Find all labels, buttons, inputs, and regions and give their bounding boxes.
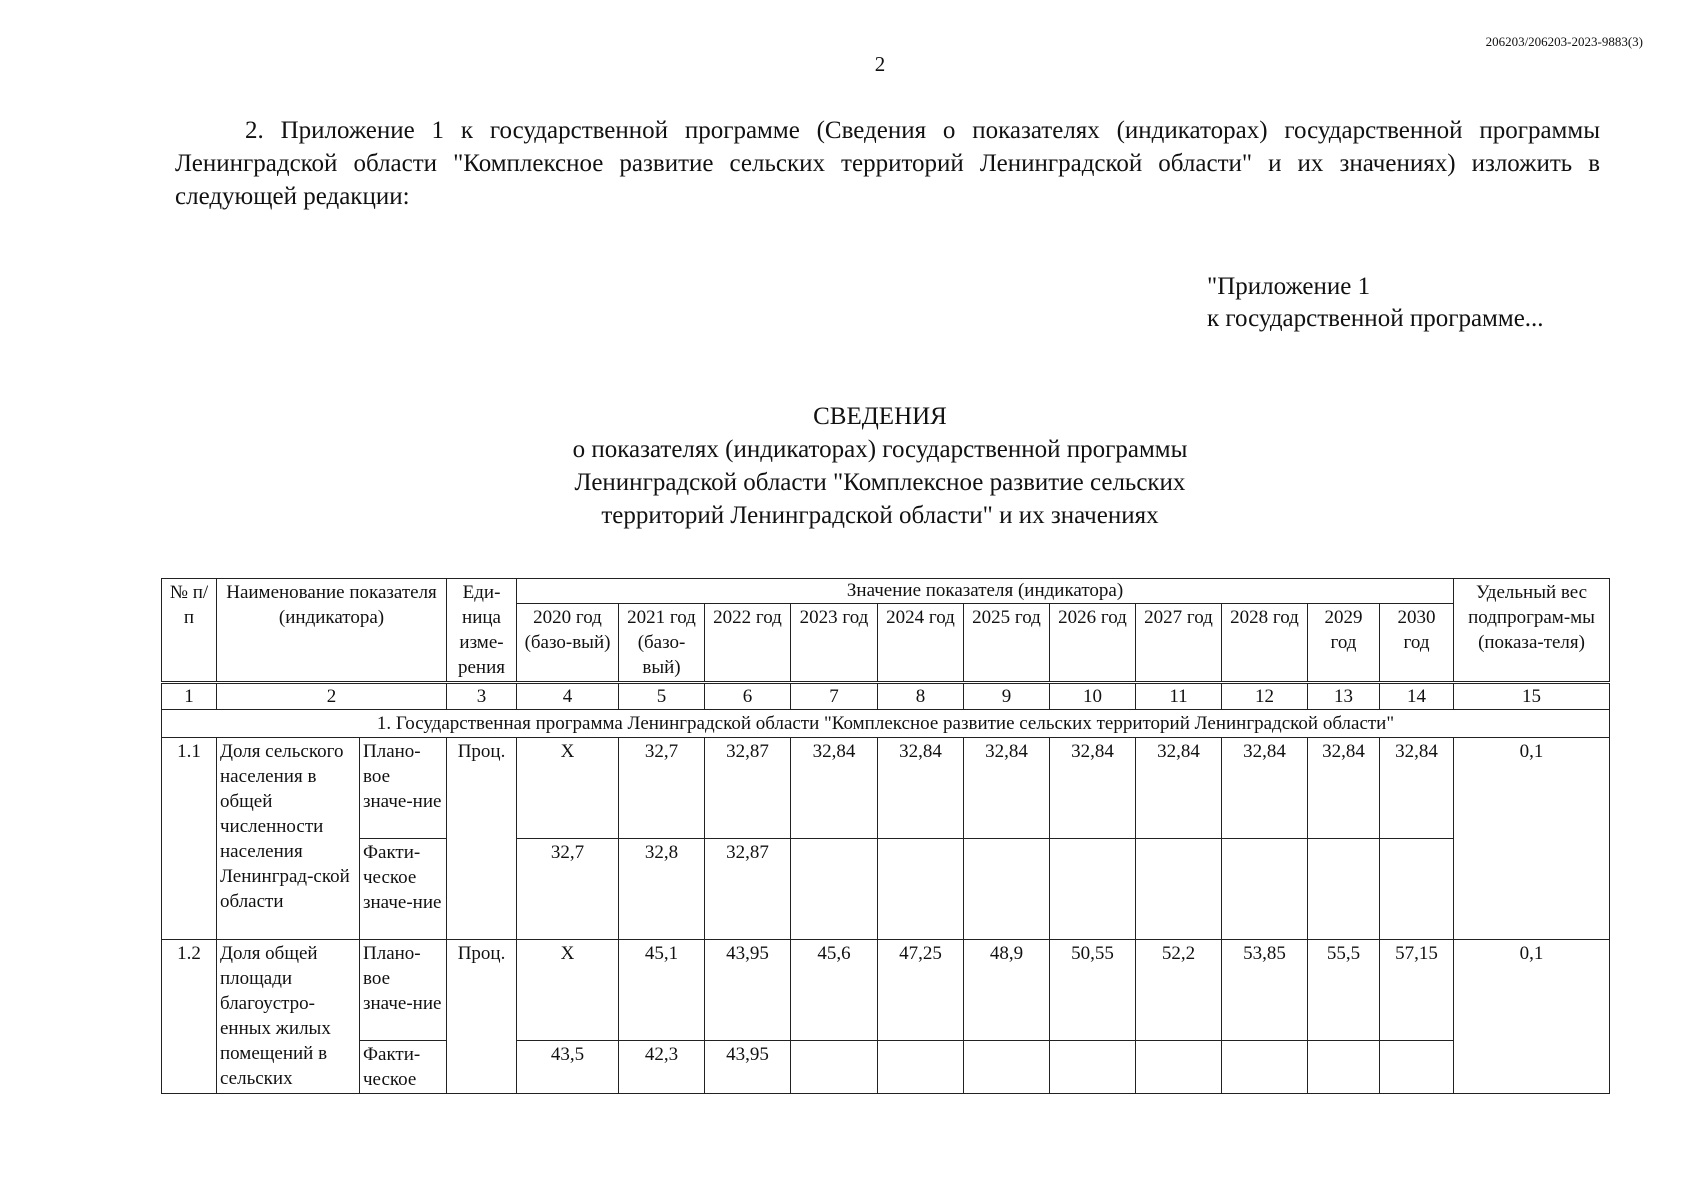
section-title: 1. Государственная программа Ленинградской области "Комплексное развитие сельских территорий Ленинградской области" bbox=[162, 710, 1610, 738]
header-year: 2021 год (базо-вый) bbox=[619, 604, 705, 683]
plan-value: 43,95 bbox=[705, 940, 791, 1041]
fact-value: 32,7 bbox=[517, 839, 619, 940]
page-number: 2 bbox=[874, 52, 886, 76]
plan-label: Плано-вое значе-ние bbox=[360, 738, 447, 839]
plan-value: 32,84 bbox=[1380, 738, 1454, 839]
weight-cell: 0,1 bbox=[1454, 738, 1610, 940]
title-line-4: территорий Ленинградской области" и их значениях bbox=[601, 502, 1159, 529]
header-year: 2030 год bbox=[1380, 604, 1454, 683]
plan-value: 50,55 bbox=[1050, 940, 1136, 1041]
plan-value: 45,1 bbox=[619, 940, 705, 1041]
title-line-2: о показателях (индикаторах) государственной программы bbox=[572, 436, 1188, 463]
unit-cell: Проц. bbox=[447, 738, 517, 940]
fact-value: 43,95 bbox=[705, 1041, 791, 1094]
fact-label: Факти-ческое bbox=[360, 1041, 447, 1094]
column-number: 15 bbox=[1454, 683, 1610, 710]
plan-value: 48,9 bbox=[964, 940, 1050, 1041]
fact-value bbox=[964, 1041, 1050, 1094]
header-row-1 bbox=[162, 579, 1610, 604]
fact-value bbox=[1222, 1041, 1308, 1094]
fact-label: Факти-ческое значе-ние bbox=[360, 839, 447, 940]
document-title bbox=[430, 400, 1330, 532]
unit-cell: Проц. bbox=[447, 940, 517, 1094]
plan-value: 32,87 bbox=[705, 738, 791, 839]
fact-value bbox=[791, 839, 878, 940]
column-number: 3 bbox=[447, 683, 517, 710]
column-number: 6 bbox=[705, 683, 791, 710]
section-row bbox=[162, 710, 1610, 738]
title-line-3: Ленинградской области "Комплексное развитие сельских bbox=[574, 469, 1186, 496]
plan-value: 45,6 bbox=[791, 940, 878, 1041]
header-year: 2028 год bbox=[1222, 604, 1308, 683]
plan-value: 32,84 bbox=[1308, 738, 1380, 839]
header-year: 2023 год bbox=[791, 604, 878, 683]
column-number: 8 bbox=[878, 683, 964, 710]
column-number: 13 bbox=[1308, 683, 1380, 710]
header-year: 2022 год bbox=[705, 604, 791, 683]
fact-value bbox=[791, 1041, 878, 1094]
plan-value: 57,15 bbox=[1380, 940, 1454, 1041]
fact-value bbox=[878, 839, 964, 940]
title-line-1: СВЕДЕНИЯ bbox=[813, 403, 947, 430]
fact-value: 43,5 bbox=[517, 1041, 619, 1094]
header-num: № п/п bbox=[162, 579, 217, 683]
plan-value: 55,5 bbox=[1308, 940, 1380, 1041]
column-number: 14 bbox=[1380, 683, 1454, 710]
fact-value: 32,8 bbox=[619, 839, 705, 940]
fact-value bbox=[1050, 839, 1136, 940]
plan-value: 32,84 bbox=[878, 738, 964, 839]
plan-value: 32,84 bbox=[1222, 738, 1308, 839]
header-year: 2026 год bbox=[1050, 604, 1136, 683]
plan-value: X bbox=[517, 940, 619, 1041]
plan-label: Плано-вое значе-ние bbox=[360, 940, 447, 1041]
fact-value bbox=[1380, 1041, 1454, 1094]
indicator-name: Доля общей площади благоустро-енных жилых помещений в сельских bbox=[217, 940, 360, 1094]
intro-paragraph: 2. Приложение 1 к государственной программе (Сведения о показателях (индикаторах) государственной программы Ленинградской области "Комплексное развитие сельских территорий Ленинградской области" и их значениях) изложить в следующей редакции: bbox=[175, 117, 1600, 210]
header-year: 2027 год bbox=[1136, 604, 1222, 683]
weight-cell: 0,1 bbox=[1454, 940, 1610, 1094]
fact-value bbox=[1380, 839, 1454, 940]
indicators-table bbox=[161, 578, 1610, 1094]
plan-value: 32,7 bbox=[619, 738, 705, 839]
plan-value: 47,25 bbox=[878, 940, 964, 1041]
fact-value bbox=[1308, 839, 1380, 940]
fact-value bbox=[1136, 1041, 1222, 1094]
column-number: 2 bbox=[217, 683, 447, 710]
fact-value: 42,3 bbox=[619, 1041, 705, 1094]
column-number: 5 bbox=[619, 683, 705, 710]
table-row bbox=[162, 1041, 1610, 1094]
header-year: 2024 год bbox=[878, 604, 964, 683]
row-num: 1.1 bbox=[162, 738, 217, 940]
row-num: 1.2 bbox=[162, 940, 217, 1094]
fact-value bbox=[1050, 1041, 1136, 1094]
column-number: 12 bbox=[1222, 683, 1308, 710]
fact-value bbox=[1222, 839, 1308, 940]
table-row bbox=[162, 738, 1610, 839]
fact-value: 32,87 bbox=[705, 839, 791, 940]
header-name: Наименование показателя (индикатора) bbox=[217, 579, 447, 683]
header-year: 2025 год bbox=[964, 604, 1050, 683]
column-number: 9 bbox=[964, 683, 1050, 710]
column-number: 11 bbox=[1136, 683, 1222, 710]
header-values-group: Значение показателя (индикатора) bbox=[517, 579, 1454, 604]
plan-value: 53,85 bbox=[1222, 940, 1308, 1041]
column-number: 7 bbox=[791, 683, 878, 710]
plan-value: 32,84 bbox=[1050, 738, 1136, 839]
plan-value: 32,84 bbox=[964, 738, 1050, 839]
fact-value bbox=[1136, 839, 1222, 940]
fact-value bbox=[878, 1041, 964, 1094]
column-number: 4 bbox=[517, 683, 619, 710]
header-weight: Удельный вес подпрограм-мы (показа-теля) bbox=[1454, 579, 1610, 683]
column-number: 1 bbox=[162, 683, 217, 710]
indicator-name: Доля сельского населения в общей численности населения Ленинград-ской области bbox=[217, 738, 360, 940]
plan-value: 32,84 bbox=[1136, 738, 1222, 839]
table-row bbox=[162, 940, 1610, 1041]
document-id: 206203/206203-2023-9883(3) bbox=[1485, 34, 1643, 49]
fact-value bbox=[1308, 1041, 1380, 1094]
table-row bbox=[162, 839, 1610, 940]
appendix-label-line-2: к государственной программе... bbox=[1207, 305, 1544, 332]
header-year: 2020 год (базо-вый) bbox=[517, 604, 619, 683]
fact-value bbox=[964, 839, 1050, 940]
plan-value: 32,84 bbox=[791, 738, 878, 839]
plan-value: X bbox=[517, 738, 619, 839]
appendix-label bbox=[1207, 271, 1544, 335]
header-unit: Еди-ница изме-рения bbox=[447, 579, 517, 683]
plan-value: 52,2 bbox=[1136, 940, 1222, 1041]
column-number: 10 bbox=[1050, 683, 1136, 710]
appendix-label-line-1: "Приложение 1 bbox=[1207, 273, 1371, 300]
header-year: 2029 год bbox=[1308, 604, 1380, 683]
column-numbers-row bbox=[162, 683, 1610, 710]
